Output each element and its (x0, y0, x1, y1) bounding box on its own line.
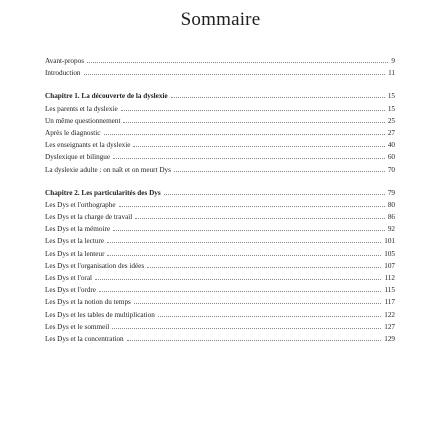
toc-entry[interactable] (45, 127, 395, 139)
toc-entry[interactable] (45, 333, 395, 345)
toc-entry-label: Les enseignants et la dyslexie (45, 141, 131, 150)
toc-entry[interactable] (45, 67, 395, 79)
leader-dots (104, 134, 385, 135)
toc-entry[interactable] (45, 164, 395, 176)
leader-dots (107, 255, 381, 256)
toc-entry-page: 86 (387, 213, 395, 222)
leader-dots (84, 74, 386, 75)
toc-entry-label: Les Dys et la lecture (45, 237, 105, 246)
toc-chapter-page: 79 (387, 188, 395, 197)
leader-dots (127, 340, 382, 341)
leader-dots (164, 194, 385, 195)
leader-dots (174, 171, 385, 172)
toc-entry[interactable] (45, 284, 395, 296)
toc-entry[interactable] (45, 199, 395, 211)
toc-entry-label: Les Dys et la notion du temps (45, 298, 131, 307)
toc-entry[interactable] (45, 309, 395, 321)
leader-dots (135, 218, 385, 219)
toc-entry-page: 107 (384, 261, 395, 270)
toc-chapter-label: Chapitre 1. La découverte de la dyslexie (45, 92, 168, 101)
toc-chapter-2 (45, 187, 395, 345)
toc-entry[interactable] (45, 321, 395, 333)
leader-dots (121, 110, 385, 111)
toc-entry[interactable] (45, 115, 395, 127)
toc-entry-page: 112 (384, 274, 395, 282)
leader-dots (119, 206, 385, 207)
toc-entry-label: Les Dys et la charge de travail (45, 213, 133, 222)
toc-chapter-heading[interactable] (45, 187, 395, 199)
toc-entry[interactable] (45, 103, 395, 115)
toc-entry-page: 11 (388, 69, 395, 78)
toc-entry-label: Dyslexique et bilingue (45, 153, 111, 162)
toc-entry[interactable] (45, 151, 395, 163)
toc-entry-page: 27 (387, 128, 395, 137)
toc-entry-page: 80 (387, 200, 395, 209)
toc-chapter-page: 15 (387, 92, 395, 101)
toc-entry[interactable] (45, 296, 395, 308)
toc-entry-page: 122 (384, 310, 395, 319)
toc-entry-page: 25 (387, 116, 395, 125)
leader-dots (99, 291, 381, 292)
leader-dots (147, 267, 381, 268)
toc-entry-label: Les parents et la dyslexie (45, 104, 118, 113)
toc-entry-label: Les Dys et l'orthographe (45, 200, 116, 209)
toc-entry[interactable] (45, 235, 395, 247)
toc-entry-page: 127 (384, 322, 395, 331)
leader-dots (133, 146, 384, 147)
toc-entry-label: Après le diagnostic (45, 128, 101, 137)
leader-dots (158, 316, 381, 317)
toc-entry[interactable] (45, 139, 395, 151)
toc-entry-label: Les Dys et le sommeil (45, 322, 110, 331)
toc-entry-label: Les Dys et l'ordre (45, 286, 96, 295)
leader-dots (87, 62, 388, 63)
toc-entry-page: 15 (387, 104, 395, 113)
leader-dots (113, 158, 385, 159)
toc-entry-page: 117 (384, 298, 395, 307)
toc-entry[interactable] (45, 223, 395, 235)
leader-dots (107, 242, 381, 243)
toc-entry-page: 129 (384, 334, 395, 343)
toc-entry-page: 92 (387, 225, 395, 234)
leader-dots (95, 279, 381, 280)
toc-chapter-heading[interactable] (45, 90, 395, 102)
toc-entry[interactable] (45, 248, 395, 260)
toc-entry[interactable] (45, 55, 395, 67)
toc-entry-label: Les Dys et la concentration (45, 334, 124, 343)
toc-entry-page: 70 (387, 165, 395, 174)
page-title: Sommaire (180, 9, 261, 30)
toc-entry-page: 105 (384, 249, 395, 258)
toc-entry-label: Un même questionnement (45, 116, 121, 125)
leader-dots (134, 303, 382, 304)
toc-entry-page: 101 (384, 237, 395, 246)
toc-entry-label: Les Dys et la lenteur (45, 249, 105, 258)
toc-intro-group (45, 55, 395, 79)
table-of-contents (45, 55, 395, 345)
toc-entry-label: Avant-propos (45, 57, 84, 65)
toc-entry-label: Les Dys et les tables de multiplication (45, 310, 155, 319)
toc-entry-label: La dyslexie adulte : on naît et on meurt Dys (45, 165, 171, 174)
leader-dots (113, 230, 385, 231)
leader-dots (112, 328, 381, 329)
toc-entry-label: Les Dys et l'organisation des idées (45, 261, 145, 270)
toc-entry-page: 115 (384, 286, 395, 295)
toc-chapter-label: Chapitre 2. Les particularités des Dys (45, 188, 161, 197)
toc-entry-page: 40 (387, 141, 395, 150)
toc-entry[interactable] (45, 211, 395, 223)
toc-entry-label: Les Dys et l'oral (45, 274, 93, 282)
leader-dots (171, 97, 385, 98)
toc-entry-label: Introduction (45, 69, 81, 78)
toc-entry[interactable] (45, 260, 395, 272)
toc-entry-page: 9 (391, 57, 395, 65)
toc-chapter-1 (45, 90, 395, 175)
toc-entry-page: 60 (387, 153, 395, 162)
toc-entry-label: Les Dys et la mémoire (45, 225, 111, 234)
toc-entry[interactable] (45, 272, 395, 284)
leader-dots (123, 122, 384, 123)
